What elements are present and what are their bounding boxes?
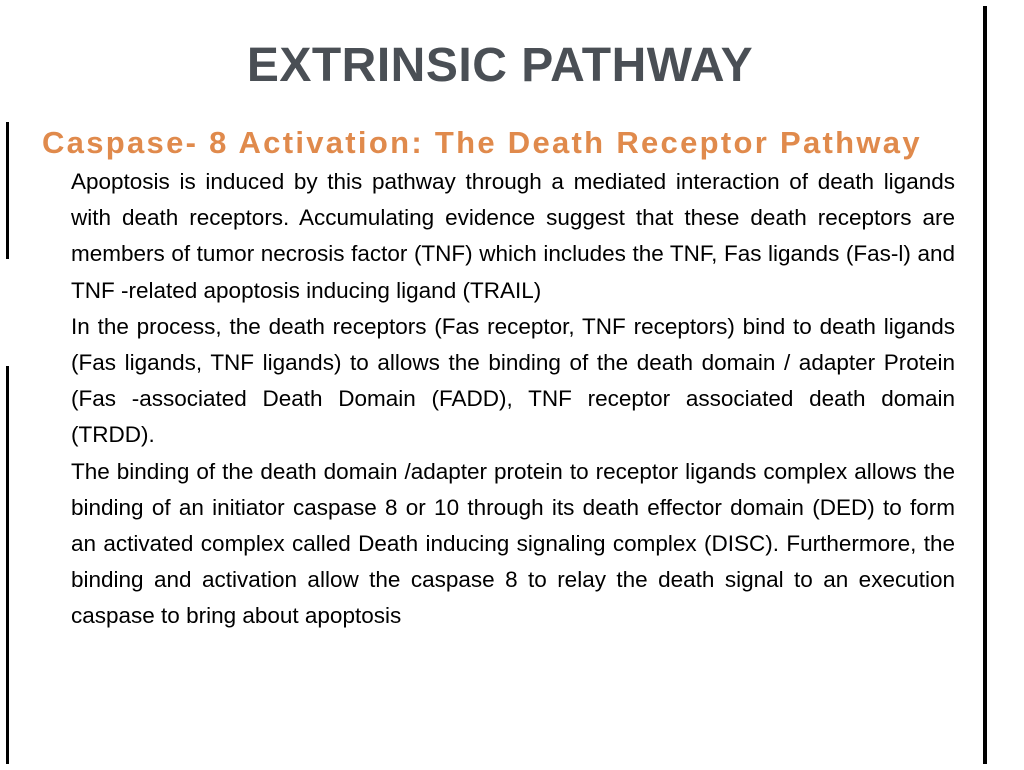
- paragraph-death-receptors: Apoptosis is induced by this pathway through a mediated interaction of death ligands with death receptors. Accumulating evidence suggest that these death receptors are members of tumor necrosis factor (TNF) which includes the TNF, Fas ligands (Fas-l) and TNF -related apoptosis inducing ligand (TRAIL): [71, 169, 955, 303]
- right-border-rule: [983, 6, 987, 764]
- paragraph-disc-formation: The binding of the death domain /adapter protein to receptor ligands complex allows the binding of an initiator caspase 8 or 10 through its death effector domain (DED) to form an activated complex called Death inducing signaling complex (DISC). Furthermore, the binding and activation allow the caspase 8 to relay the death signal to an execution caspase to bring about apoptosis: [71, 458, 955, 629]
- slide-title: EXTRINSIC PATHWAY: [246, 39, 754, 92]
- slide-body: [71, 164, 955, 635]
- paragraph-binding-process: In the process, the death receptors (Fas receptor, TNF receptors) bind to death ligands (Fas ligands, TNF ligands) to allows the binding of the death domain / adapter Protein (Fas -associated Death Domain (FADD), TNF receptor associated death domain (TRDD).: [71, 313, 955, 448]
- left-accent-rule-bottom: [6, 366, 9, 764]
- left-accent-rule-top: [6, 122, 9, 259]
- slide-subtitle: Caspase- 8 Activation: The Death Receptor Pathway: [42, 125, 922, 160]
